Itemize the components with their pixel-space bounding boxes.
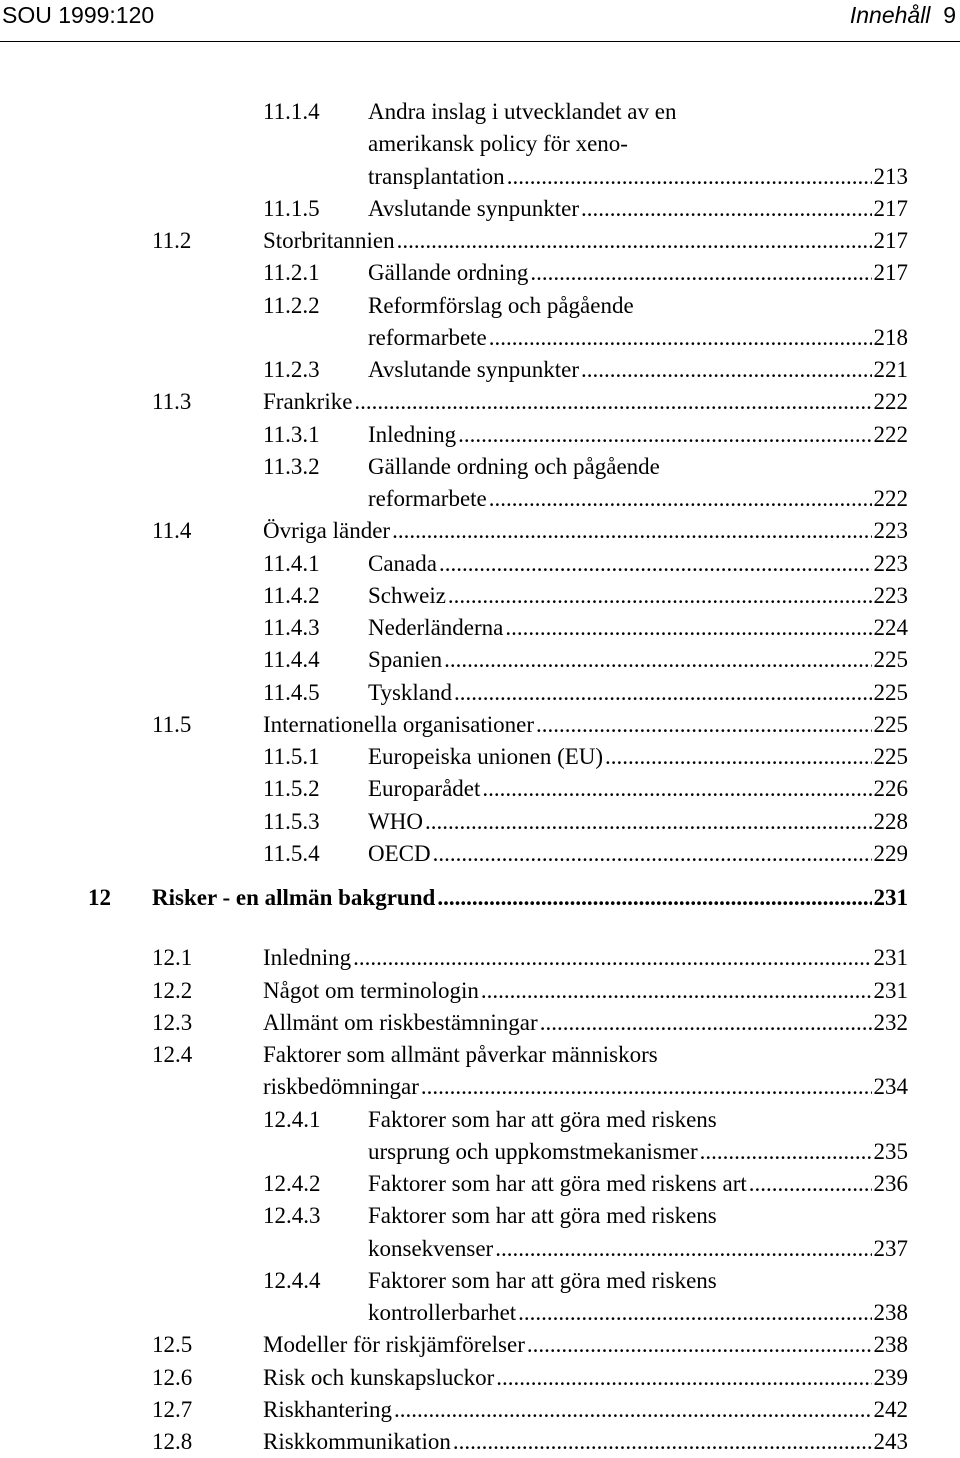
toc-entry-page: 231: [873, 977, 908, 1003]
toc-entry-title-line: Faktorer som allmänt påverkar människors: [263, 1042, 658, 1067]
dot-leader: [433, 838, 872, 870]
toc-entry[interactable]: [0, 419, 960, 451]
toc-entry[interactable]: [0, 225, 960, 257]
toc-entry-title: Europeiska unionen (EU): [368, 744, 604, 769]
toc-entry-number: 12.4.1: [263, 1106, 321, 1132]
toc-entry-page: 238: [873, 1332, 908, 1358]
dot-leader: [481, 975, 872, 1007]
table-of-contents: [0, 96, 960, 1458]
toc-entry-number: 12.4: [152, 1042, 193, 1067]
toc-entry-page: 213: [873, 163, 908, 189]
toc-entry-page: 218: [873, 324, 908, 350]
toc-entry-number: 12.2: [152, 977, 193, 1003]
toc-entry-number: 12.4.3: [263, 1203, 321, 1229]
dot-leader: [482, 773, 871, 805]
toc-entry-title: Något om terminologin: [263, 977, 479, 1003]
toc-entry-title: Risk och kunskapsluckor: [263, 1364, 495, 1390]
toc-entry[interactable]: [0, 257, 960, 289]
toc-entry[interactable]: [0, 1007, 960, 1039]
toc-entry-title: WHO: [368, 808, 423, 834]
toc-entry[interactable]: [0, 741, 960, 773]
toc-entry-page: 229: [873, 840, 908, 866]
toc-entry-title: Gällande ordning: [368, 260, 529, 286]
toc-entry-number: 11.2.2: [263, 292, 320, 318]
toc-entry-page: 223: [873, 582, 908, 608]
toc-entry-number: 12.4.4: [263, 1267, 321, 1293]
toc-entry-title: transplantation: [368, 163, 505, 189]
toc-entry-number: 11.4.5: [263, 679, 320, 705]
dot-leader: [505, 612, 871, 644]
running-header-section: Innehåll: [849, 2, 931, 28]
toc-entry-page: 217: [873, 195, 908, 221]
toc-entry-page: 234: [873, 1074, 908, 1100]
toc-entry-title: reformarbete: [368, 324, 487, 350]
toc-entry-title: ursprung och uppkomstmekanismer: [368, 1138, 698, 1164]
toc-entry-page: 222: [873, 389, 908, 415]
toc-entry-number: 12.8: [152, 1429, 193, 1454]
toc-entry-title-line: amerikansk policy för xeno-: [368, 131, 628, 157]
page-number: 9: [943, 2, 956, 28]
toc-entry[interactable]: [0, 1426, 960, 1458]
toc-entry-number: 11.2.3: [263, 357, 320, 382]
toc-entry-page: 239: [873, 1364, 908, 1390]
toc-entry-title: Riskhantering: [263, 1396, 393, 1422]
toc-entry[interactable]: [0, 644, 960, 676]
header-rule: [0, 41, 960, 42]
toc-entry-page: 237: [873, 1235, 908, 1261]
toc-entry-title: Inledning: [263, 945, 352, 971]
toc-entry-page: 222: [873, 421, 908, 447]
toc-entry-page: 235: [873, 1138, 908, 1164]
toc-entry[interactable]: [0, 1265, 960, 1330]
toc-entry-title: Risker - en allmän bakgrund: [152, 885, 436, 910]
toc-entry[interactable]: [0, 193, 960, 225]
dot-leader: [392, 515, 871, 547]
toc-entry-page: 224: [873, 615, 908, 640]
dot-leader: [518, 1297, 871, 1329]
toc-entry-page: 231: [873, 885, 908, 910]
toc-entry-number: 11.1.5: [263, 195, 320, 221]
toc-entry-page: 242: [873, 1396, 908, 1422]
dot-leader: [495, 1233, 871, 1265]
toc-entry-title: Schweiz: [368, 582, 446, 608]
toc-entry-title-line: Gällande ordning och pågående: [368, 453, 660, 479]
toc-entry-title: Övriga länder: [263, 518, 391, 544]
toc-entry-number: 12.3: [152, 1009, 193, 1035]
toc-entry-number: 11.4.2: [263, 582, 320, 608]
toc-entry-number: 11.4.3: [263, 615, 320, 640]
toc-entry-page: 225: [873, 647, 908, 673]
toc-entry[interactable]: [0, 1039, 960, 1104]
dot-leader: [448, 580, 872, 612]
dot-leader: [425, 806, 872, 838]
toc-entry-page: 222: [873, 486, 908, 511]
toc-entry[interactable]: [0, 386, 960, 418]
toc-entry-page: 226: [873, 776, 908, 802]
toc-entry-number: 12.5: [152, 1332, 193, 1358]
toc-entry-title: Nederländerna: [368, 615, 504, 640]
toc-entry-page: 228: [873, 808, 908, 834]
toc-entry-page: 217: [873, 228, 908, 253]
toc-entry[interactable]: [0, 838, 960, 870]
running-header-right: [850, 0, 956, 30]
toc-entry-title: konsekvenser: [368, 1235, 494, 1261]
toc-entry-title-line: Andra inslag i utvecklandet av en: [368, 99, 677, 124]
toc-entry-title: Avslutande synpunkter: [368, 195, 580, 221]
toc-entry-number: 12.7: [152, 1396, 193, 1422]
toc-entry-title: reformarbete: [368, 486, 487, 511]
dot-leader: [489, 322, 872, 354]
toc-entry-title: Inledning: [368, 421, 457, 447]
dot-leader: [439, 548, 872, 580]
toc-entry-page: 221: [873, 357, 908, 382]
toc-entry-number: 11.5.1: [263, 744, 320, 769]
toc-entry-title: Faktorer som har att göra med riskens art: [368, 1171, 747, 1196]
toc-entry-page: 217: [873, 260, 908, 286]
toc-entry-number: 11.2: [152, 228, 192, 253]
toc-entry-number: 11.5.3: [263, 808, 320, 834]
toc-entry[interactable]: [0, 773, 960, 805]
toc-entry-number: 11.5.4: [263, 840, 320, 866]
toc-entry-title: Allmänt om riskbestämningar: [263, 1009, 538, 1035]
toc-entry-number: 11.5: [152, 711, 192, 737]
toc-entry-page: 225: [873, 711, 908, 737]
toc-entry-page: 236: [873, 1171, 908, 1196]
toc-entry-title: riskbedömningar: [263, 1074, 419, 1100]
toc-entry-title: Internationella organisationer: [263, 711, 535, 737]
toc-entry-page: 225: [873, 679, 908, 705]
toc-entry[interactable]: [0, 612, 960, 644]
dot-leader: [444, 644, 871, 676]
toc-entry-title: Storbritannien: [263, 228, 395, 253]
toc-entry-title: Avslutande synpunkter: [368, 357, 580, 382]
toc-entry-title: kontrollerbarhet: [368, 1300, 517, 1325]
toc-entry-page: 238: [873, 1300, 908, 1325]
toc-entry[interactable]: [0, 548, 960, 580]
dot-leader: [353, 942, 871, 974]
toc-entry-title-line: Faktorer som har att göra med riskens: [368, 1267, 717, 1293]
toc-entry[interactable]: [0, 975, 960, 1007]
dot-leader: [421, 1071, 872, 1103]
toc-entry-number: 12.4.2: [263, 1171, 321, 1196]
toc-entry[interactable]: [0, 882, 960, 914]
toc-entry-title: Canada: [368, 550, 437, 576]
dot-leader: [581, 193, 871, 225]
toc-entry[interactable]: [0, 677, 960, 709]
toc-entry-number: 12.6: [152, 1364, 193, 1390]
toc-entry[interactable]: [0, 354, 960, 386]
toc-entry-page: 225: [873, 744, 908, 769]
toc-entry-title: Modeller för riskjämförelser: [263, 1332, 525, 1358]
toc-entry[interactable]: [0, 806, 960, 838]
toc-entry-number: 11.2.1: [263, 260, 320, 286]
dot-leader: [397, 225, 872, 257]
toc-entry-title: OECD: [368, 840, 431, 866]
dot-leader: [489, 483, 872, 515]
running-header-title: SOU 1999:120: [2, 2, 155, 28]
toc-entry[interactable]: [0, 451, 960, 516]
dot-leader: [354, 386, 871, 418]
toc-entry[interactable]: [0, 942, 960, 974]
toc-entry[interactable]: [0, 709, 960, 741]
dot-leader: [394, 1394, 871, 1426]
toc-entry[interactable]: [0, 1394, 960, 1426]
toc-entry-title: Europarådet: [368, 776, 481, 802]
dot-leader: [530, 257, 871, 289]
dot-leader: [581, 354, 871, 386]
toc-entry-title: Tyskland: [368, 679, 452, 705]
dot-leader: [605, 741, 871, 773]
toc-entry-title-line: Faktorer som har att göra med riskens: [368, 1106, 717, 1132]
dot-leader: [700, 1136, 872, 1168]
dot-leader: [453, 1426, 872, 1458]
toc-entry-number: 12: [88, 885, 111, 910]
toc-entry-page: 223: [873, 550, 908, 576]
toc-entry-number: 11.5.2: [263, 776, 320, 802]
dot-leader: [536, 709, 871, 741]
dot-leader: [527, 1329, 872, 1361]
toc-entry-title: Riskkommunikation: [263, 1429, 451, 1454]
toc-entry-page: 223: [873, 518, 908, 544]
dot-leader: [437, 882, 871, 914]
toc-entry[interactable]: [0, 515, 960, 547]
toc-entry[interactable]: [0, 580, 960, 612]
toc-entry-page: 232: [873, 1009, 908, 1035]
toc-entry-number: 11.4.4: [263, 647, 320, 673]
toc-entry[interactable]: [0, 1104, 960, 1169]
toc-entry-page: 243: [873, 1429, 908, 1454]
toc-entry[interactable]: [0, 290, 960, 355]
dot-leader: [496, 1362, 871, 1394]
toc-entry-number: 11.3: [152, 389, 192, 415]
toc-entry-number: 11.3.2: [263, 453, 320, 479]
toc-entry-number: 11.4.1: [263, 550, 320, 576]
toc-entry[interactable]: [0, 1362, 960, 1394]
toc-entry-number: 11.4: [152, 518, 192, 544]
dot-leader: [507, 161, 872, 193]
toc-entry-number: 12.1: [152, 945, 193, 971]
dot-leader: [540, 1007, 872, 1039]
toc-entry[interactable]: [0, 1200, 960, 1265]
toc-entry[interactable]: [0, 1329, 960, 1361]
dot-leader: [454, 677, 872, 709]
toc-entry-page: 231: [873, 945, 908, 971]
toc-entry-title-line: Reformförslag och pågående: [368, 292, 634, 318]
toc-entry-number: 11.1.4: [263, 99, 320, 124]
toc-entry-number: 11.3.1: [263, 421, 320, 447]
dot-leader: [458, 419, 871, 451]
dot-leader: [749, 1168, 872, 1200]
toc-entry[interactable]: [0, 96, 960, 193]
toc-entry-title: Spanien: [368, 647, 443, 673]
toc-entry-title-line: Faktorer som har att göra med riskens: [368, 1203, 717, 1229]
toc-entry[interactable]: [0, 1168, 960, 1200]
toc-entry-title: Frankrike: [263, 389, 353, 415]
